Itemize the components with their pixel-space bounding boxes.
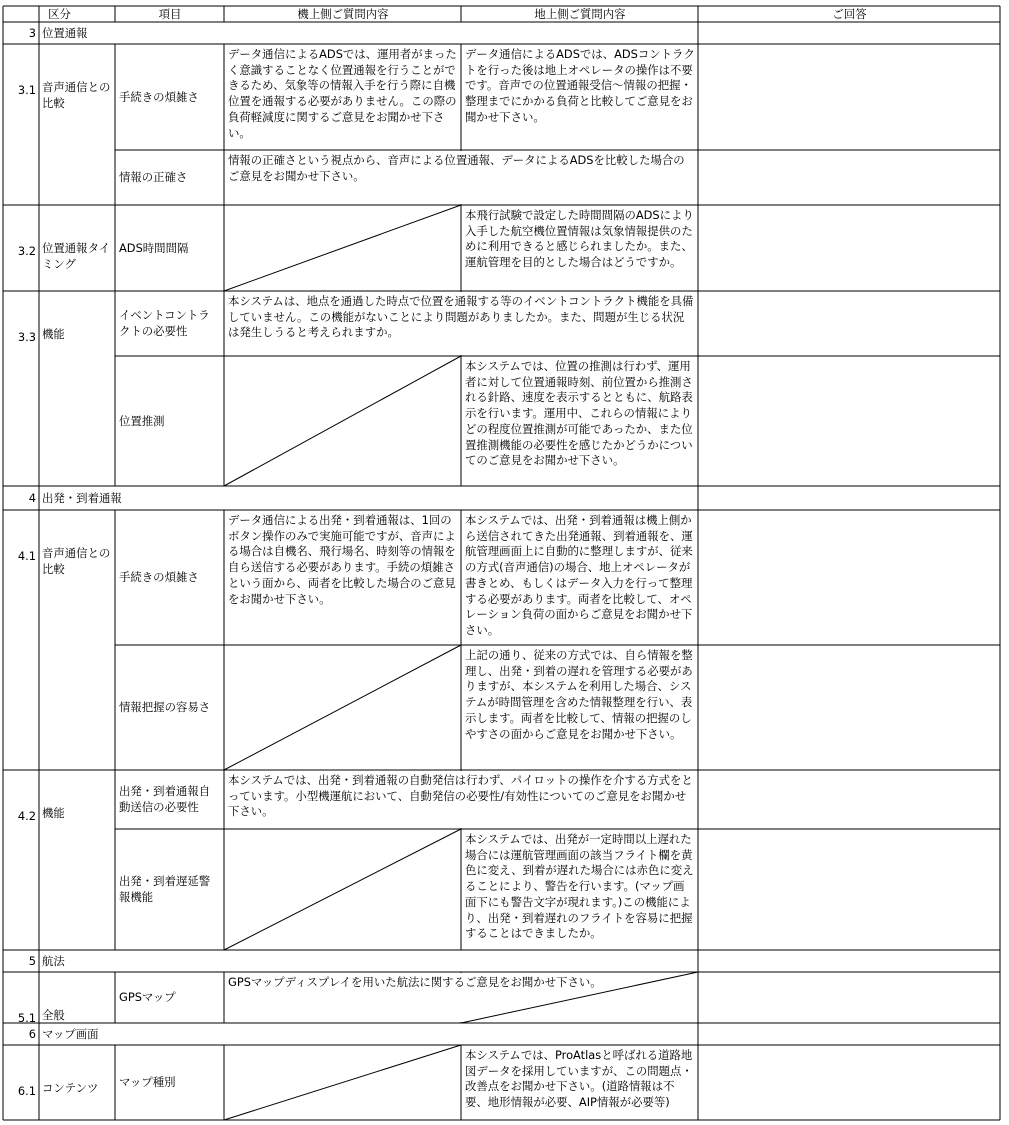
ground-question	[462, 830, 698, 950]
ground-question	[462, 357, 698, 486]
item-category	[40, 292, 115, 486]
header-kubun-text: 区分	[48, 7, 71, 21]
aircraft-question	[225, 973, 698, 1023]
answer-cell	[699, 45, 1000, 150]
header-kaitou	[699, 7, 1000, 22]
item-category-text: 機能	[42, 806, 65, 820]
answer-cell	[699, 206, 1000, 291]
aircraft-question	[225, 151, 698, 205]
header-kubun	[4, 7, 115, 22]
ground-question-text: 本システムでは、ProAtlasと呼ばれる道路地図データを採用していますが、この問題点・改善点をお聞かせ下さい。(道路情報は不要、地形情報が必要、AIP情報が必要等)	[465, 1048, 693, 1110]
section-title-text: 航法	[42, 953, 65, 968]
item-name	[116, 357, 224, 486]
item-category-text: 音声通信との比較	[42, 80, 111, 110]
answer-cell	[699, 292, 1000, 356]
section-title	[40, 23, 698, 44]
not-applicable-diagonal	[224, 205, 461, 291]
item-name-text: 出発・到着遅延警報機能	[119, 874, 211, 904]
item-number	[4, 206, 39, 291]
item-name	[116, 830, 224, 950]
answer-cell	[699, 151, 1000, 205]
answer-cell	[699, 1046, 1000, 1120]
item-category-text: 音声通信との比較	[42, 546, 111, 576]
aircraft-question-text: 情報の正確さという視点から、音声による位置通報、データによるADSを比較した場合のご意見をお聞かせ下さい。	[228, 153, 685, 183]
aircraft-question-text: 本システムは、地点を通過した時点で位置を通報する等のイベントコントラクト機能を具備していません。この機能がないことにより問題がありましたか。また、問題が生じる状況は発生しうると考えられますか。	[228, 294, 694, 340]
not-applicable-diagonal	[224, 829, 461, 950]
section-number	[4, 23, 39, 44]
item-name	[116, 292, 224, 356]
aircraft-question-text: 本システムでは、出発・到着通報の自動発信は行わず、パイロットの操作を介する方式をとっています。小型機運航において、自動発信の必要性/有効性についてのご意見をお聞かせ下さい。	[228, 773, 693, 819]
aircraft-question	[225, 45, 461, 150]
ground-question	[462, 646, 698, 770]
item-name	[116, 151, 224, 205]
section-title	[40, 1024, 698, 1045]
item-name	[116, 45, 224, 150]
item-number	[4, 45, 39, 205]
item-number-text: 4.1	[17, 549, 36, 563]
item-name	[116, 1046, 224, 1120]
section-title	[40, 951, 698, 972]
header-kaitou-text: ご回答	[832, 7, 867, 21]
ground-question-text: 本システムでは、出発・到着通報は機上側から送信されてきた出発通報、到着通報を、運航管理画面上に自動的に整理しますが、従来の方式(音声通信)の場合、地上オペレータが書きとめ、もしくはデータ入力を行って整理する必要があります。両者を比較して、オペレーション負荷の面からご意見をお聞かせ下さい。	[465, 513, 693, 637]
ground-question-text: データ通信によるADSでは、ADSコントラクトを行った後は地上オペレータの操作は不要です。音声での位置通報受信～情報の把握・整理までにかかる負荷と比較してご意見をお聞かせ下さい。	[465, 47, 695, 124]
section-number-text: 6	[28, 1026, 36, 1041]
item-category	[40, 45, 115, 205]
item-category	[40, 973, 115, 1023]
section-title-text: 位置通報	[42, 25, 88, 40]
header-kijou-text: 機上側ご質問内容	[297, 7, 389, 21]
ground-question-text: 上記の通り、従来の方式では、自ら情報を整理し、出発・到着の遅れを管理する必要がありますが、本システムを利用した場合、システムが時間管理を含めた情報整理を行い、表示します。両者を比較して、情報の把握のしやすさの面からご意見をお聞かせ下さい。	[465, 648, 693, 741]
answer-cell	[699, 973, 1000, 1023]
item-number	[4, 292, 39, 486]
section-number-text: 5	[28, 953, 36, 968]
section-number-text: 3	[28, 25, 36, 40]
section-title	[40, 487, 698, 510]
item-name-text: ADS時間間隔	[119, 240, 189, 255]
item-name-text: 情報の正確さ	[119, 170, 188, 185]
ground-question-text: 本システムでは、出発が一定時間以上遅れた場合には運航管理画面の該当フライト欄を黄色に変え、到着が遅れた場合には赤色に変えることにより、警告を行います。(マップ画面下にも警告文字が現れます。)この機能により、出発・到着遅れのフライトを容易に把握することはできましたか。	[465, 832, 694, 941]
ground-question	[462, 511, 698, 645]
header-chijou	[462, 7, 698, 22]
section-number	[4, 487, 39, 510]
item-number-text: 3.3	[17, 330, 36, 344]
item-number-text: 6.1	[17, 1084, 36, 1098]
item-number-text: 3.2	[17, 244, 36, 258]
section-number-text: 4	[28, 490, 36, 505]
header-koumoku	[116, 7, 224, 22]
item-number	[4, 511, 39, 770]
section-number	[4, 951, 39, 972]
item-name-text: マップ種別	[119, 1075, 176, 1090]
aircraft-question	[225, 292, 698, 356]
item-name	[116, 771, 224, 829]
item-category-text: 位置通報タイミング	[42, 241, 111, 271]
answer-cell	[699, 511, 1000, 645]
item-name-text: 情報把握の容易さ	[119, 700, 211, 715]
aircraft-question	[225, 771, 698, 829]
header-chijou-text: 地上側ご質問内容	[534, 7, 626, 21]
item-category-text: コンテンツ	[42, 1081, 99, 1095]
ground-question	[462, 1046, 698, 1120]
item-name-text: 手続きの煩雑さ	[119, 570, 199, 585]
item-name-text: イベントコントラクトの必要性	[119, 308, 210, 338]
item-category-text: 全般	[42, 1008, 65, 1022]
item-name	[116, 511, 224, 645]
not-applicable-diagonal	[224, 356, 461, 486]
section-number	[4, 1024, 39, 1045]
aircraft-question-text: データ通信による出発・到着通報は、1回のボタン操作のみで実施可能ですが、音声による場合は自機名、飛行場名、時刻等の情報を自ら送信する必要があります。手続の煩雑さという面から、両者を比較した場合のご意見をお聞かせ下さい。	[228, 513, 456, 606]
header-koumoku-text: 項目	[158, 7, 182, 21]
item-number	[4, 973, 39, 1023]
item-category	[40, 511, 115, 770]
header-kijou	[225, 7, 461, 22]
answer-cell	[699, 771, 1000, 829]
item-name	[116, 646, 224, 770]
not-applicable-diagonal	[224, 1045, 461, 1120]
item-category-text: 機能	[42, 327, 65, 341]
answer-cell	[699, 646, 1000, 770]
item-name-text: 出発・到着通報自動送信の必要性	[119, 784, 211, 814]
item-number	[4, 771, 39, 950]
ground-question-text: 本飛行試験で設定した時間間隔のADSにより入手した航空機位置情報は気象情報提供のために利用できると感じられましたか。また、運航管理を目的とした場合はどうですか。	[465, 208, 694, 270]
answer-cell	[699, 357, 1000, 486]
ground-question	[462, 45, 698, 150]
item-name	[116, 973, 224, 1023]
ground-question	[462, 206, 698, 291]
item-name-text: 手続きの煩雑さ	[119, 89, 199, 104]
aircraft-question	[225, 511, 461, 645]
item-category	[40, 771, 115, 950]
item-category	[40, 1046, 115, 1120]
not-applicable-diagonal	[224, 645, 461, 770]
item-number-text: 5.1	[17, 1011, 36, 1023]
item-number-text: 4.2	[17, 809, 36, 823]
ground-question-text: 本システムでは、位置の推測は行わず、運用者に対して位置通報時刻、前位置から推測される針路、速度を表示するとともに、航路表示を行います。運用中、これらの情報によりどの程度位置推測が可能であったか、また位置推測機能の必要性を感じたかどうかについてのご意見をお聞かせ下さい。	[465, 359, 693, 468]
section-title-text: マップ画面	[42, 1026, 99, 1041]
item-number-text: 3.1	[17, 83, 36, 97]
aircraft-question-text: GPSマップディスプレイを用いた航法に関するご意見をお聞かせ下さい。	[228, 975, 602, 989]
aircraft-question-text: データ通信によるADSでは、運用者がまったく意識することなく位置通報を行うことができるため、気象等の情報入手を行う際に自機位置を通報する必要がありません。この際の負荷軽減度に関するご意見をお聞かせ下さい。	[228, 47, 457, 140]
item-name	[116, 206, 224, 291]
item-number	[4, 1046, 39, 1120]
item-name-text: 位置推測	[119, 413, 165, 428]
item-name-text: GPSマップ	[119, 990, 176, 1005]
item-category	[40, 206, 115, 291]
answer-cell	[699, 830, 1000, 950]
section-title-text: 出発・到着通報	[42, 490, 122, 505]
